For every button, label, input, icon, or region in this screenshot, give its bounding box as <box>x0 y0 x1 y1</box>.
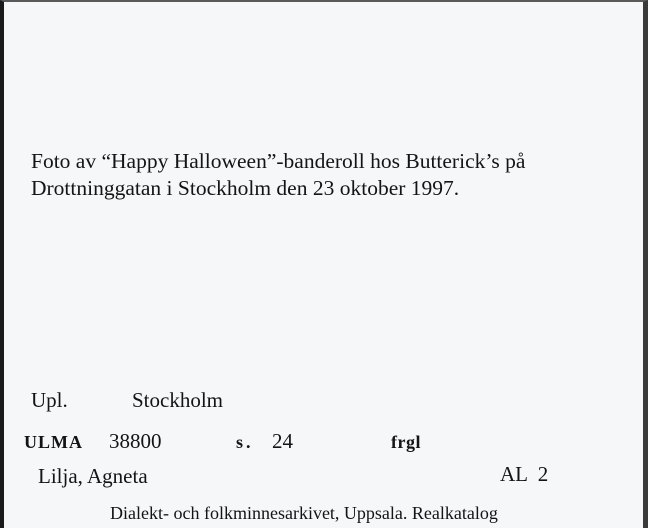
page-label: s. <box>236 432 254 452</box>
record-number: 38800 <box>109 429 162 453</box>
page-number: 24 <box>272 429 293 453</box>
description <box>31 148 631 202</box>
category: frgl <box>391 432 421 452</box>
place: Stockholm <box>132 388 224 412</box>
province: Upl. <box>31 388 68 412</box>
description-line-1: Foto av “Happy Halloween”-banderoll hos Butterick’s på <box>31 149 526 173</box>
catalog-code: AL 2 <box>500 462 549 486</box>
description-line-2: Drottninggatan i Stockholm den 23 oktober 1997. <box>31 176 460 200</box>
collector: Lilja, Agneta <box>38 464 148 488</box>
footer-institution: Dialekt- och folkminnesarkivet, Uppsala. Realkatalog <box>110 503 498 523</box>
archive-code: ULMA <box>24 432 83 452</box>
